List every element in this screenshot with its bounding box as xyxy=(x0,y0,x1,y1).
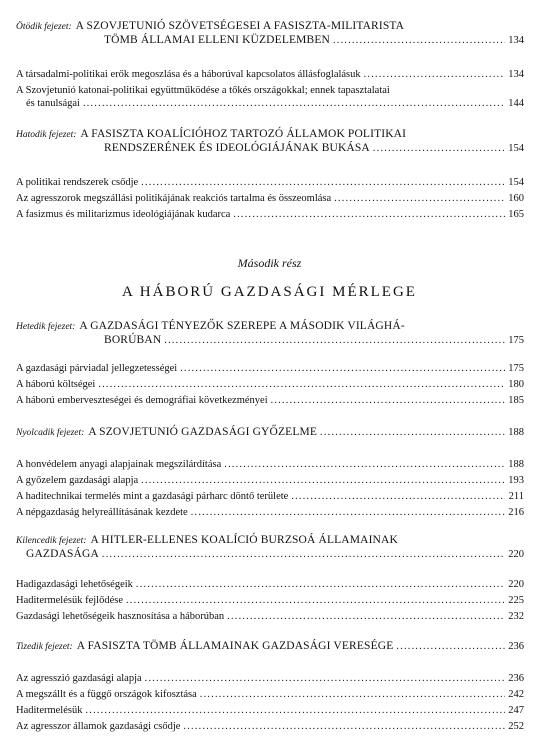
chapter-label: Ötödik fejezet: xyxy=(16,22,72,32)
leader-dots xyxy=(291,490,505,503)
toc-entry xyxy=(16,378,524,391)
leader-dots xyxy=(83,97,505,110)
toc-entry xyxy=(16,704,524,717)
leader-dots xyxy=(320,426,505,439)
entry-title: Az agresszor államok gazdasági csődje xyxy=(16,721,181,732)
leader-dots xyxy=(164,334,505,347)
entry-title: A Szovjetunió katonai-politikai együttműködése a tőkés országokkal; ennek tapasztalatai xyxy=(16,85,390,96)
entry-title: Hadigazdasági lehetőségeik xyxy=(16,579,133,590)
entry-title: Az agresszió gazdasági alapja xyxy=(16,673,142,684)
leader-dots xyxy=(233,208,505,221)
entry-title: Az agresszorok megszállási politikájának reakciós tartalma és összeomlása xyxy=(16,193,332,204)
toc-entry xyxy=(16,208,524,221)
leader-dots xyxy=(364,68,505,81)
toc-entry xyxy=(16,578,524,591)
leader-dots xyxy=(227,610,505,623)
leader-dots xyxy=(334,192,505,205)
chapter-title: A GAZDASÁGI TÉNYEZŐK SZEREPE A MÁSODIK VILÁGHÁ- xyxy=(79,320,405,332)
page-number: 160 xyxy=(508,193,524,204)
page-number: 252 xyxy=(508,721,524,732)
toc-entry xyxy=(16,394,524,407)
leader-dots xyxy=(126,594,505,607)
page-number: 134 xyxy=(508,69,524,80)
toc-entry xyxy=(16,458,524,471)
toc-entry xyxy=(16,176,524,189)
part-label: Második rész xyxy=(237,256,302,270)
leader-dots xyxy=(145,672,505,685)
page-number: 232 xyxy=(508,611,524,622)
page-number: 211 xyxy=(508,491,524,502)
toc-chapter xyxy=(16,426,524,440)
toc-entry xyxy=(16,506,524,519)
entry-title: A megszállt és a függő országok kifosztása xyxy=(16,689,197,700)
toc-entry xyxy=(16,672,524,685)
entry-title: Haditermelésük xyxy=(16,705,83,716)
entry-title: A népgazdaság helyreállításának kezdete xyxy=(16,507,188,518)
leader-dots xyxy=(180,362,505,375)
page-number: 134 xyxy=(508,35,524,46)
toc-entry xyxy=(16,594,524,607)
entry-title: A háború költségei xyxy=(16,379,96,390)
toc-entry xyxy=(16,688,524,701)
page-number: 154 xyxy=(508,143,524,154)
chapter-title: A FASISZTA KOALÍCIÓHOZ TARTOZÓ ÁLLAMOK POLITIKAI xyxy=(80,128,407,140)
entry-title: A fasizmus és militarizmus ideológiájának kudarca xyxy=(16,209,231,220)
toc-entry xyxy=(16,362,524,375)
leader-dots xyxy=(183,720,505,733)
toc-chapter xyxy=(16,320,524,347)
page-number: 236 xyxy=(508,641,524,652)
chapter-title: A HITLER-ELLENES KOALÍCIÓ BURZSOÁ ÁLLAMAINAK xyxy=(90,534,398,546)
leader-dots xyxy=(271,394,505,407)
page-number: 242 xyxy=(508,689,524,700)
leader-dots xyxy=(98,378,505,391)
chapter-title-cont: GAZDASÁGA xyxy=(26,548,99,560)
page-number: 193 xyxy=(508,475,524,486)
entry-title: Gazdasági lehetőségeik hasznosítása a háborúban xyxy=(16,611,225,622)
toc-chapter xyxy=(16,640,524,654)
chapter-label: Kilencedik fejezet: xyxy=(16,536,87,546)
entry-title: Haditermelésük fejlődése xyxy=(16,595,123,606)
chapter-title: A SZOVJETUNIÓ SZÖVETSÉGESEI A FASISZTA-MILITARISTA xyxy=(75,20,405,32)
chapter-label: Nyolcadik fejezet: xyxy=(16,428,85,438)
page-number: 220 xyxy=(508,549,524,560)
chapter-title-cont: RENDSZERÉNEK ÉS IDEOLÓGIÁJÁNAK BUKÁSA xyxy=(104,142,370,154)
leader-dots xyxy=(373,142,505,155)
toc-entry xyxy=(16,490,524,503)
leader-dots xyxy=(136,578,505,591)
page-number: 236 xyxy=(508,673,524,684)
page-number: 175 xyxy=(508,335,524,346)
page-number: 144 xyxy=(508,98,524,109)
toc-chapter xyxy=(16,20,524,47)
chapter-label: Hetedik fejezet: xyxy=(16,322,76,332)
page-number: 188 xyxy=(508,427,524,438)
entry-title-cont: és tanulságai xyxy=(26,98,80,109)
page-number: 220 xyxy=(508,579,524,590)
toc-chapter xyxy=(16,534,524,561)
toc-entry xyxy=(16,720,524,733)
page-number: 216 xyxy=(508,507,524,518)
toc-entry xyxy=(16,610,524,623)
toc-entry xyxy=(16,192,524,205)
chapter-title: A FASISZTA TÖMB ÁLLAMAINAK GAZDASÁGI VERESÉGE xyxy=(76,640,394,652)
chapter-label: Hatodik fejezet: xyxy=(16,130,77,140)
part-title: A HÁBORÚ GAZDASÁGI MÉRLEGE xyxy=(122,284,417,300)
leader-dots xyxy=(224,458,505,471)
leader-dots xyxy=(191,506,505,519)
entry-title: A győzelem gazdasági alapja xyxy=(16,475,139,486)
entry-title: A politikai rendszerek csődje xyxy=(16,177,139,188)
leader-dots xyxy=(333,34,505,47)
entry-title: A gazdasági párviadal jellegzetességei xyxy=(16,363,178,374)
page-number: 180 xyxy=(508,379,524,390)
chapter-title-cont: TÖMB ÁLLAMAI ELLENI KÜZDELEMBEN xyxy=(104,34,330,46)
entry-title: A társadalmi-politikai erők megoszlása és a háborúval kapcsolatos állásfoglalásuk xyxy=(16,69,361,80)
leader-dots xyxy=(141,176,505,189)
leader-dots xyxy=(102,548,505,561)
page-number: 225 xyxy=(508,595,524,606)
entry-title: A háború emberveszteségei és demográfiai következményei xyxy=(16,395,268,406)
toc-entry xyxy=(16,84,524,110)
chapter-label: Tizedik fejezet: xyxy=(16,642,73,652)
entry-title: A haditechnikai termelés mint a gazdasági párharc döntő területe xyxy=(16,491,289,502)
toc-entry xyxy=(16,474,524,487)
page-number: 247 xyxy=(508,705,524,716)
page-number: 175 xyxy=(508,363,524,374)
page-number: 165 xyxy=(508,209,524,220)
chapter-title-cont: BORÚBAN xyxy=(104,334,162,346)
leader-dots xyxy=(85,704,505,717)
page-number: 188 xyxy=(508,459,524,470)
page-number: 154 xyxy=(508,177,524,188)
toc-chapter xyxy=(16,128,524,155)
leader-dots xyxy=(141,474,505,487)
chapter-title: A SZOVJETUNIÓ GAZDASÁGI GYŐZELME xyxy=(88,426,318,438)
leader-dots xyxy=(396,640,505,653)
page-number: 185 xyxy=(508,395,524,406)
entry-title: A honvédelem anyagi alapjainak megszilárdítása xyxy=(16,459,222,470)
leader-dots xyxy=(200,688,505,701)
toc-entry xyxy=(16,68,524,81)
